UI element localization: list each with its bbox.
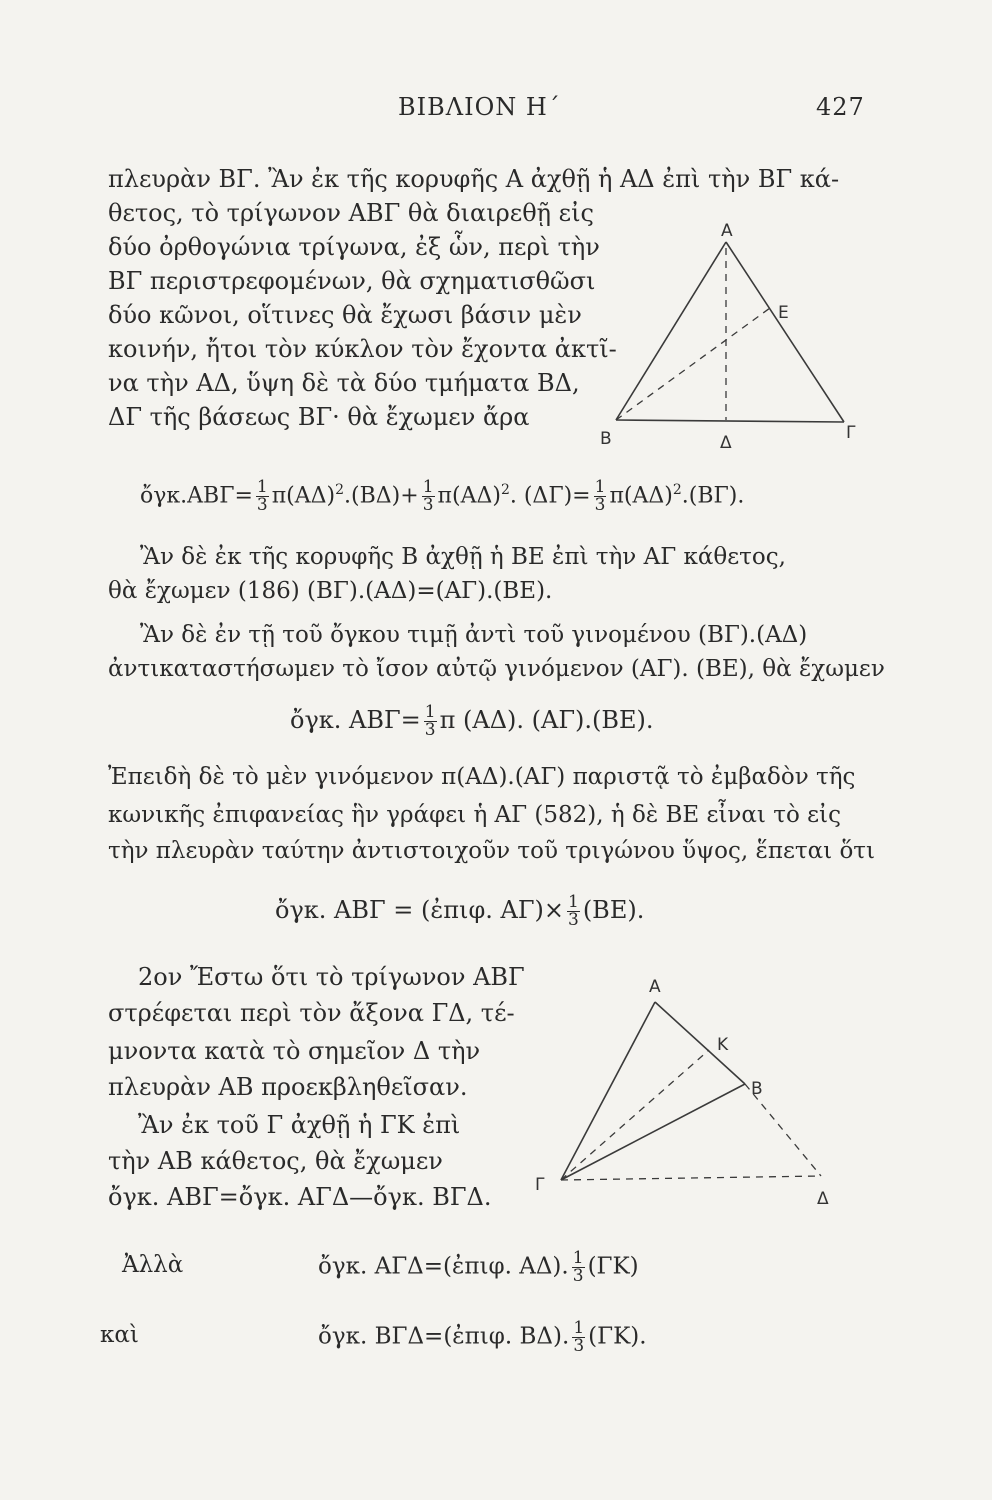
side-ag: [726, 242, 844, 422]
running-header-title: ΒΙΒΛΙΟΝ Η΄: [398, 93, 561, 121]
equation-5: [318, 1320, 647, 1355]
numerator: 1: [573, 1318, 585, 1338]
eq1-term: π(ΑΔ): [271, 483, 336, 509]
denominator: 3: [594, 494, 606, 515]
label-g: Γ: [846, 423, 856, 443]
exponent: 2: [335, 482, 345, 498]
figure-triangle-abg: [600, 212, 860, 462]
eq1-lhs: ὄγκ.ΑΒΓ=: [140, 483, 253, 509]
text-line: ΒΓ περιστρεφομένων, θὰ σχηματισθῶσι: [108, 267, 596, 295]
side-ab: [655, 1002, 745, 1084]
fraction: [572, 1320, 585, 1355]
fraction: [424, 704, 437, 739]
eq5-lhs: ὄγκ. ΒΓΔ=(ἐπιφ. ΒΔ).: [318, 1323, 570, 1350]
equation-1: [140, 475, 744, 514]
numerator: 1: [424, 702, 436, 722]
side-ag: [561, 1002, 655, 1180]
text-line: δύο ὀρθογώνια τρίγωνα, ἐξ ὧν, περὶ τὴν: [108, 233, 600, 261]
exponent: 2: [500, 482, 510, 498]
eq5-lead-word: καὶ: [100, 1322, 139, 1348]
text-line: στρέφεται περὶ τὸν ἄξονα ΓΔ, τέ-: [108, 999, 515, 1027]
text-line: πλευρὰν ΑΒ προεκβληθεῖσαν.: [108, 1073, 468, 1101]
equation-2: [290, 704, 654, 739]
numerator: 1: [567, 892, 579, 912]
label-a: Α: [649, 977, 661, 997]
eq4-rhs: (ΓΚ): [587, 1253, 639, 1280]
eq3-rhs: (ΒΕ).: [582, 896, 645, 924]
eq4-lead-word: Ἀλλὰ: [122, 1252, 184, 1278]
denominator: 3: [422, 494, 434, 515]
numerator: 1: [572, 1248, 584, 1268]
exponent: 2: [672, 482, 682, 498]
label-g: Γ: [535, 1175, 545, 1195]
eq1-term: .(ΒΔ)+: [344, 483, 419, 509]
label-k: Κ: [717, 1035, 729, 1055]
text-line: πλευρὰν ΒΓ. Ἂν ἐκ τῆς κορυφῆς Α ἀχθῇ ἡ ΑΔ ἐπὶ τὴν ΒΓ κά-: [108, 165, 840, 193]
fraction-2: [422, 476, 435, 515]
eq3-lhs: ὄγκ. ΑΒΓ = (ἐπιφ. ΑΓ)×: [275, 896, 564, 924]
label-e: Ε: [778, 303, 789, 323]
text-line: κωνικῆς ἐπιφανείας ἣν γράφει ἡ ΑΓ (582), ἡ δὲ ΒΕ εἶναι τὸ εἰς: [108, 802, 841, 828]
text-line: δύο κῶνοι, οἵτινες θὰ ἔχωσι βάσιν μὲν: [108, 301, 582, 329]
text-line: ἀντικαταστήσωμεν τὸ ἴσον αὐτῷ γινόμενον (ΑΓ). (ΒΕ), θὰ ἔχωμεν: [108, 656, 885, 682]
figure-triangle-abg-axis: [525, 964, 855, 1224]
label-d: Δ: [817, 1189, 829, 1209]
denominator: 3: [573, 1336, 585, 1356]
eq4-lhs: ὄγκ. ΑΓΔ=(ἐπιφ. ΑΔ).: [318, 1253, 569, 1280]
page-number: 427: [816, 93, 865, 121]
text-line: να τὴν ΑΔ, ὕψη δὲ τὰ δύο τμήματα ΒΔ,: [108, 369, 580, 397]
text-line: μνοντα κατὰ τὸ σημεῖον Δ τὴν: [108, 1037, 481, 1065]
side-bg: [616, 420, 844, 422]
equation-3: [275, 894, 644, 929]
label-b: Β: [751, 1079, 763, 1099]
text-line: κοινήν, ἤτοι τὸν κύκλον τὸν ἔχοντα ἀκτῖ-: [108, 335, 617, 363]
eq5-rhs: (ΓΚ).: [588, 1323, 647, 1350]
numerator: 1: [256, 476, 268, 497]
denominator: 3: [424, 720, 436, 740]
text-line: θετος, τὸ τρίγωνον ΑΒΓ θὰ διαιρεθῇ εἰς: [108, 199, 594, 227]
text-line: τὴν ΑΒ κάθετος, θὰ ἔχωμεν: [108, 1147, 443, 1175]
eq1-term: π(ΑΔ): [437, 483, 501, 509]
text-line: ΔΓ τῆς βάσεως ΒΓ· θὰ ἔχωμεν ἄρα: [108, 403, 530, 431]
text-line: 2ον Ἔστω ὅτι τὸ τρίγωνον ΑΒΓ: [138, 963, 525, 991]
eq2-lhs: ὄγκ. ΑΒΓ=: [290, 706, 421, 734]
label-b: Β: [600, 429, 612, 449]
label-d: Δ: [720, 433, 732, 453]
axis-gd: [561, 1176, 821, 1180]
text-line: θὰ ἔχωμεν (186) (ΒΓ).(ΑΔ)=(ΑΓ).(ΒΕ).: [108, 578, 553, 604]
text-line: Ἂν ἐκ τοῦ Γ ἀχθῇ ἡ ΓΚ ἐπὶ: [138, 1111, 461, 1139]
denominator: 3: [572, 1266, 584, 1286]
fraction-1: [256, 476, 269, 515]
fraction: [572, 1250, 585, 1285]
label-a: Α: [721, 221, 733, 241]
text-line: Ἂν δὲ ἐκ τῆς κορυφῆς Β ἀχθῇ ἡ ΒΕ ἐπὶ τὴν ΑΓ κάθετος,: [140, 544, 786, 570]
side-ab: [616, 242, 726, 420]
eq1-term: . (ΔΓ)=: [509, 483, 591, 509]
text-line: Ἐπειδὴ δὲ τὸ μὲν γινόμενον π(ΑΔ).(ΑΓ) παριστᾷ τὸ ἐμβαδὸν τῆς: [108, 764, 856, 790]
numerator: 1: [594, 476, 606, 497]
text-line: ὄγκ. ΑΒΓ=ὄγκ. ΑΓΔ—ὄγκ. ΒΓΔ.: [108, 1183, 492, 1211]
eq2-rhs: π (ΑΔ). (ΑΓ).(ΒΕ).: [439, 706, 654, 734]
altitude-be: [616, 308, 770, 420]
fraction-3: [594, 476, 607, 515]
denominator: 3: [256, 494, 268, 515]
text-line: Ἂν δὲ ἐν τῇ τοῦ ὄγκου τιμῇ ἀντὶ τοῦ γινομένου (ΒΓ).(ΑΔ): [140, 622, 808, 648]
fraction: [567, 894, 580, 929]
numerator: 1: [422, 476, 434, 497]
eq1-term: .(ΒΓ).: [681, 483, 745, 509]
equation-4: [318, 1250, 639, 1285]
text-line: τὴν πλευρὰν ταύτην ἀντιστοιχοῦν τοῦ τριγώνου ὕψος, ἕπεται ὅτι: [108, 838, 876, 864]
denominator: 3: [567, 910, 579, 930]
eq1-term: π(ΑΔ): [609, 483, 673, 509]
